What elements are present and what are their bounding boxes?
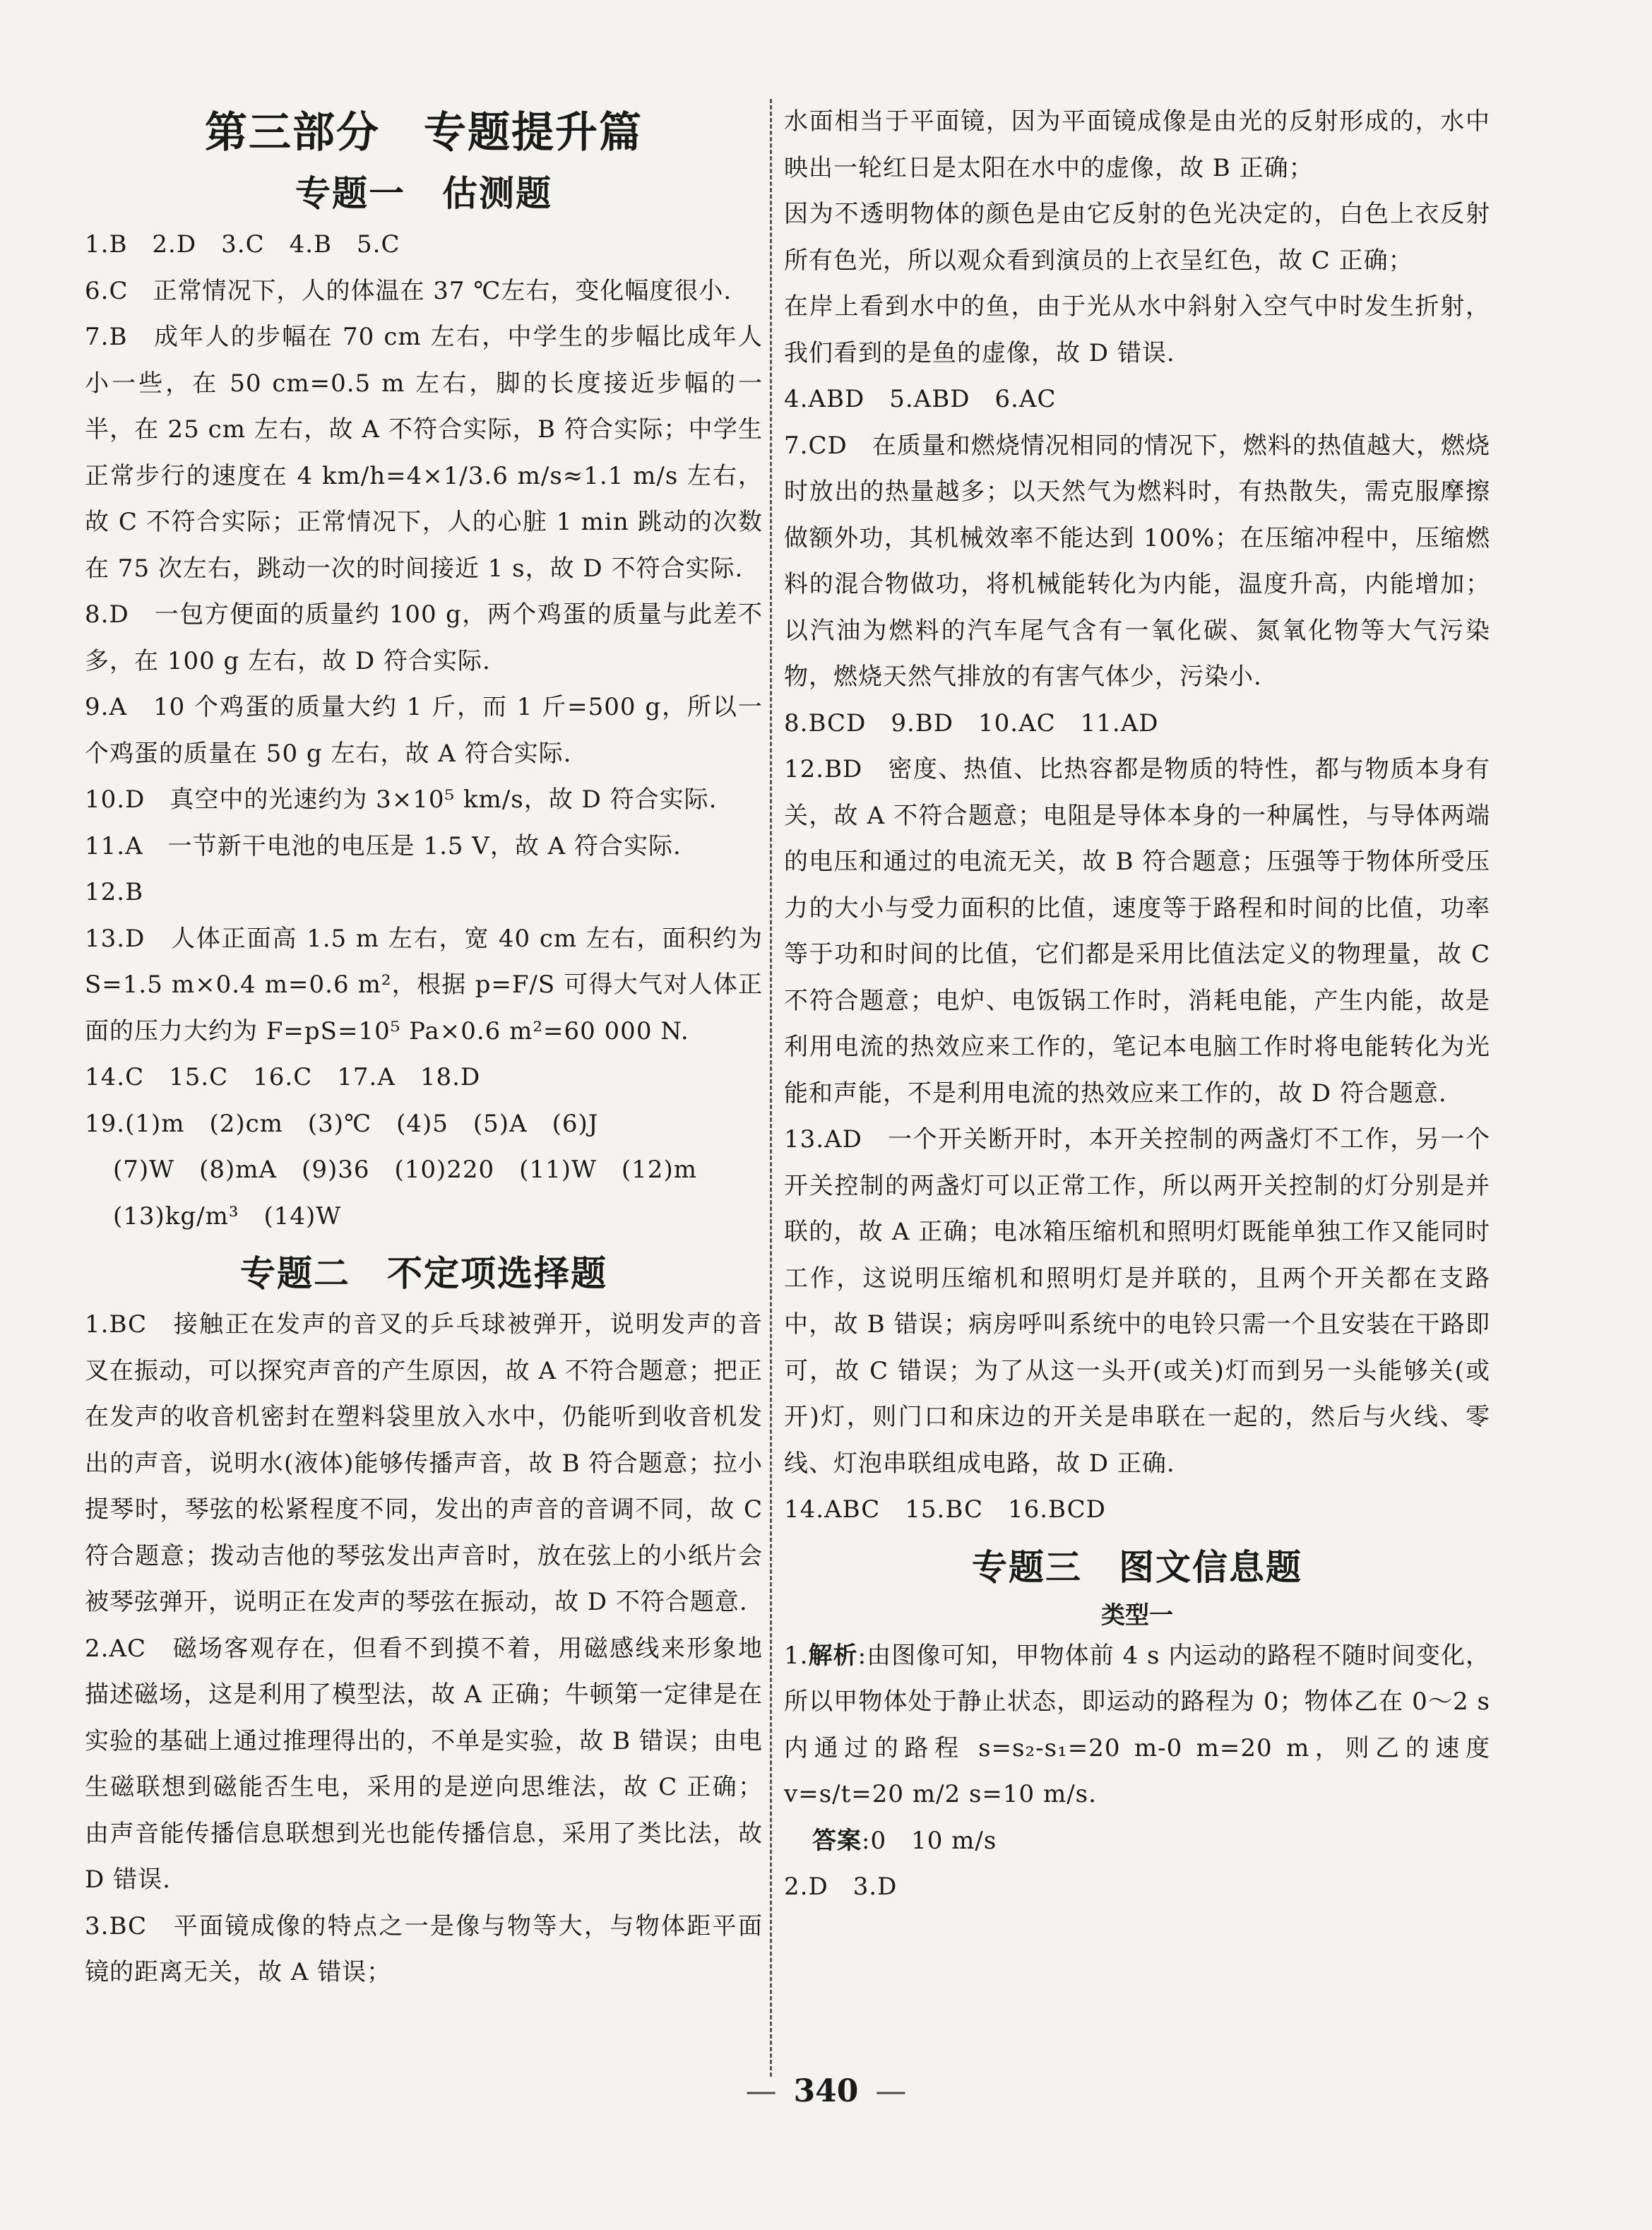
part-title: 第三部分 专题提升篇 bbox=[205, 108, 643, 158]
analysis-text: :由图像可知，甲物体前 4 s 内运动的路程不随时间变化，所以甲物体处于静止状态，即运动的路程为 0；物体乙在 0～2 s 内通过的路程 s=s₂-s₁=20 m-0 m=20 m，则乙的速度 v=s/t=20 m/2 s=10 m/s. bbox=[784, 1641, 1490, 1808]
answer-label: 答案 bbox=[812, 1826, 862, 1855]
answer-line bbox=[784, 1818, 1490, 1865]
footer-dash-right: — bbox=[875, 2073, 907, 2109]
answer-text: :0 10 m/s bbox=[862, 1826, 997, 1855]
answer-item: 6.C 正常情况下，人的体温在 37 ℃左右，变化幅度很小. bbox=[85, 276, 732, 305]
answer-item: 10.D 真空中的光速约为 3×10⁵ km/s，故 D 符合实际. bbox=[85, 785, 718, 814]
answer-item: 1.BC 接触正在发声的音叉的乒乓球被弹开，说明发声的音叉在振动，可以探究声音的产生原因，故 A 不符合题意；把正在发声的收音机密封在塑料袋里放入水中，仍能听到收音机发出的声音，说明水(液体)能够传播声音，故 B 符合题意；拉小提琴时，琴弦的松紧程度不同，发出的声音的音调不同，故 C 符合题意；拨动吉他的琴弦发出声音时，放在弦上的小纸片会被琴弦弹开，说明正在发声的琴弦在振动，故 D 不符合题意. bbox=[85, 1310, 763, 1616]
answer-item: 14.C 15.C 16.C 17.A 18.D bbox=[85, 1063, 481, 1091]
page-number: 340 bbox=[793, 2073, 859, 2109]
answer-item: 因为不透明物体的颜色是由它反射的色光决定的，白色上衣反射所有色光，所以观众看到演员的上衣呈红色，故 C 正确； bbox=[784, 200, 1490, 275]
answer-item: 2.D 3.D bbox=[784, 1873, 898, 1901]
answer-item: 在岸上看到水中的鱼，由于光从水中斜射入空气中时发生折射，我们看到的是鱼的虚像，故 D 错误. bbox=[784, 292, 1490, 367]
left-column bbox=[85, 99, 763, 1996]
answer-item: (7)W (8)mA (9)36 (10)220 (11)W (12)m bbox=[113, 1156, 697, 1184]
answer-item: 13.D 人体正面高 1.5 m 左右，宽 40 cm 左右，面积约为 S=1.5 m×0.4 m=0.6 m²，根据 p=F/S 可得大气对人体正面的压力大约为 F=pS=10⁵ Pa×0.6 m²=60 000 N. bbox=[85, 924, 763, 1045]
answer-item: 19.(1)m (2)cm (3)℃ (4)5 (5)A (6)J bbox=[85, 1109, 599, 1138]
answer-item: 12.B bbox=[85, 878, 144, 906]
answer-item: 7.CD 在质量和燃烧情况相同的情况下，燃料的热值越大，燃烧时放出的热量越多；以天然气为燃料时，有热散失，需克服摩擦做额外功，其机械效率不能达到 100%；在压缩冲程中，压缩燃料的混合物做功，将机械能转化为内能，温度升高，内能增加；以汽油为燃料的汽车尾气含有一氧化碳、氮氧化物等大气污染物，燃烧天然气排放的有害气体少，污染小. bbox=[784, 431, 1490, 691]
answer-item: 水面相当于平面镜，因为平面镜成像是由光的反射形成的，水中映出一轮红日是太阳在水中的虚像，故 B 正确； bbox=[784, 107, 1490, 182]
answer-item: 11.A 一节新干电池的电压是 1.5 V，故 A 符合实际. bbox=[85, 831, 682, 860]
answer-item: 7.B 成年人的步幅在 70 cm 左右，中学生的步幅比成年人小一些，在 50 cm=0.5 m 左右，脚的长度接近步幅的一半，在 25 cm 左右，故 A 不符合实际，B 符合实际；中学生正常步行的速度在 4 km/h=4×1/3.6 m/s≈1.1 m/s 左右，故 C 不符合实际；正常情况下，人的心脏 1 min 跳动的次数在 75 次左右，跳动一次的时间接近 1 s，故 D 不符合实际. bbox=[85, 323, 763, 583]
answer-item: 12.BD 密度、热值、比热容都是物质的特性，都与物质本身有关，故 A 不符合题意；电阻是导体本身的一种属性，与导体两端的电压和通过的电流无关，故 B 符合题意；压强等于物体所受压力的大小与受力面积的比值，速度等于路程和时间的比值，功率等于功和时间的比值，它们都是采用比值法定义的物理量，故 C 不符合题意；电炉、电饭锅工作时，消耗电能，产生内能，故是利用电流的热效应来工作的，笔记本电脑工作时将电能转化为光能和声能，不是利用电流的热效应来工作的，故 D 符合题意. bbox=[784, 755, 1490, 1108]
topic1-title: 专题一 估测题 bbox=[295, 173, 552, 214]
page-number-footer bbox=[0, 2073, 1652, 2109]
analysis-number: 1. bbox=[784, 1641, 809, 1670]
topic2-title: 专题二 不定项选择题 bbox=[240, 1253, 607, 1294]
answer-item: 8.BCD 9.BD 10.AC 11.AD bbox=[784, 708, 1159, 737]
answer-item: 2.AC 磁场客观存在，但看不到摸不着，用磁感线来形象地描述磁场，这是利用了模型法，故 A 正确；牛顿第一定律是在实验的基础上通过推理得出的，不单是实验，故 B 错误；由电生磁联想到磁能否生电，采用的是逆向思维法，故 C 正确；由声音能传播信息联想到光也能传播信息，采用了类比法，故 D 错误. bbox=[85, 1634, 763, 1894]
right-column bbox=[784, 99, 1490, 1911]
type1-title: 类型一 bbox=[1101, 1601, 1173, 1630]
answer-item: (13)kg/m³ (14)W bbox=[113, 1202, 342, 1230]
answer-item: 3.BC 平面镜成像的特点之一是像与物等大，与物体距平面镜的距离无关，故 A 错误； bbox=[85, 1911, 763, 1986]
answer-item: 8.D 一包方便面的质量约 100 g，两个鸡蛋的质量与此差不多，在 100 g 左右，故 D 符合实际. bbox=[85, 600, 763, 675]
answer-item: 1.B 2.D 3.C 4.B 5.C bbox=[85, 230, 400, 259]
answer-item: 9.A 10 个鸡蛋的质量大约 1 斤，而 1 斤=500 g，所以一个鸡蛋的质量在 50 g 左右，故 A 符合实际. bbox=[85, 693, 763, 768]
analysis-label: 解析 bbox=[808, 1641, 858, 1670]
analysis-item bbox=[784, 1633, 1490, 1818]
topic3-title: 专题三 图文信息题 bbox=[972, 1546, 1302, 1588]
footer-dash-left: — bbox=[745, 2073, 777, 2109]
answer-item: 4.ABD 5.ABD 6.AC bbox=[784, 385, 1057, 413]
answer-item: 13.AD 一个开关断开时，本开关控制的两盏灯不工作，另一个开关控制的两盏灯可以正常工作，所以两开关控制的灯分别是并联的，故 A 正确；电冰箱压缩机和照明灯既能单独工作又能同时工作，这说明压缩机和照明灯是并联的，且两个开关都在支路中，故 B 错误；病房呼叫系统中的电铃只需一个且安装在干路即可，故 C 错误；为了从这一头开(或关)灯而到另一头能够关(或开)灯，则门口和床边的开关是串联在一起的，然后与火线、零线、灯泡串联组成电路，故 D 正确. bbox=[784, 1125, 1490, 1478]
answer-item: 14.ABC 15.BC 16.BCD bbox=[784, 1495, 1106, 1524]
column-divider bbox=[770, 99, 772, 2077]
